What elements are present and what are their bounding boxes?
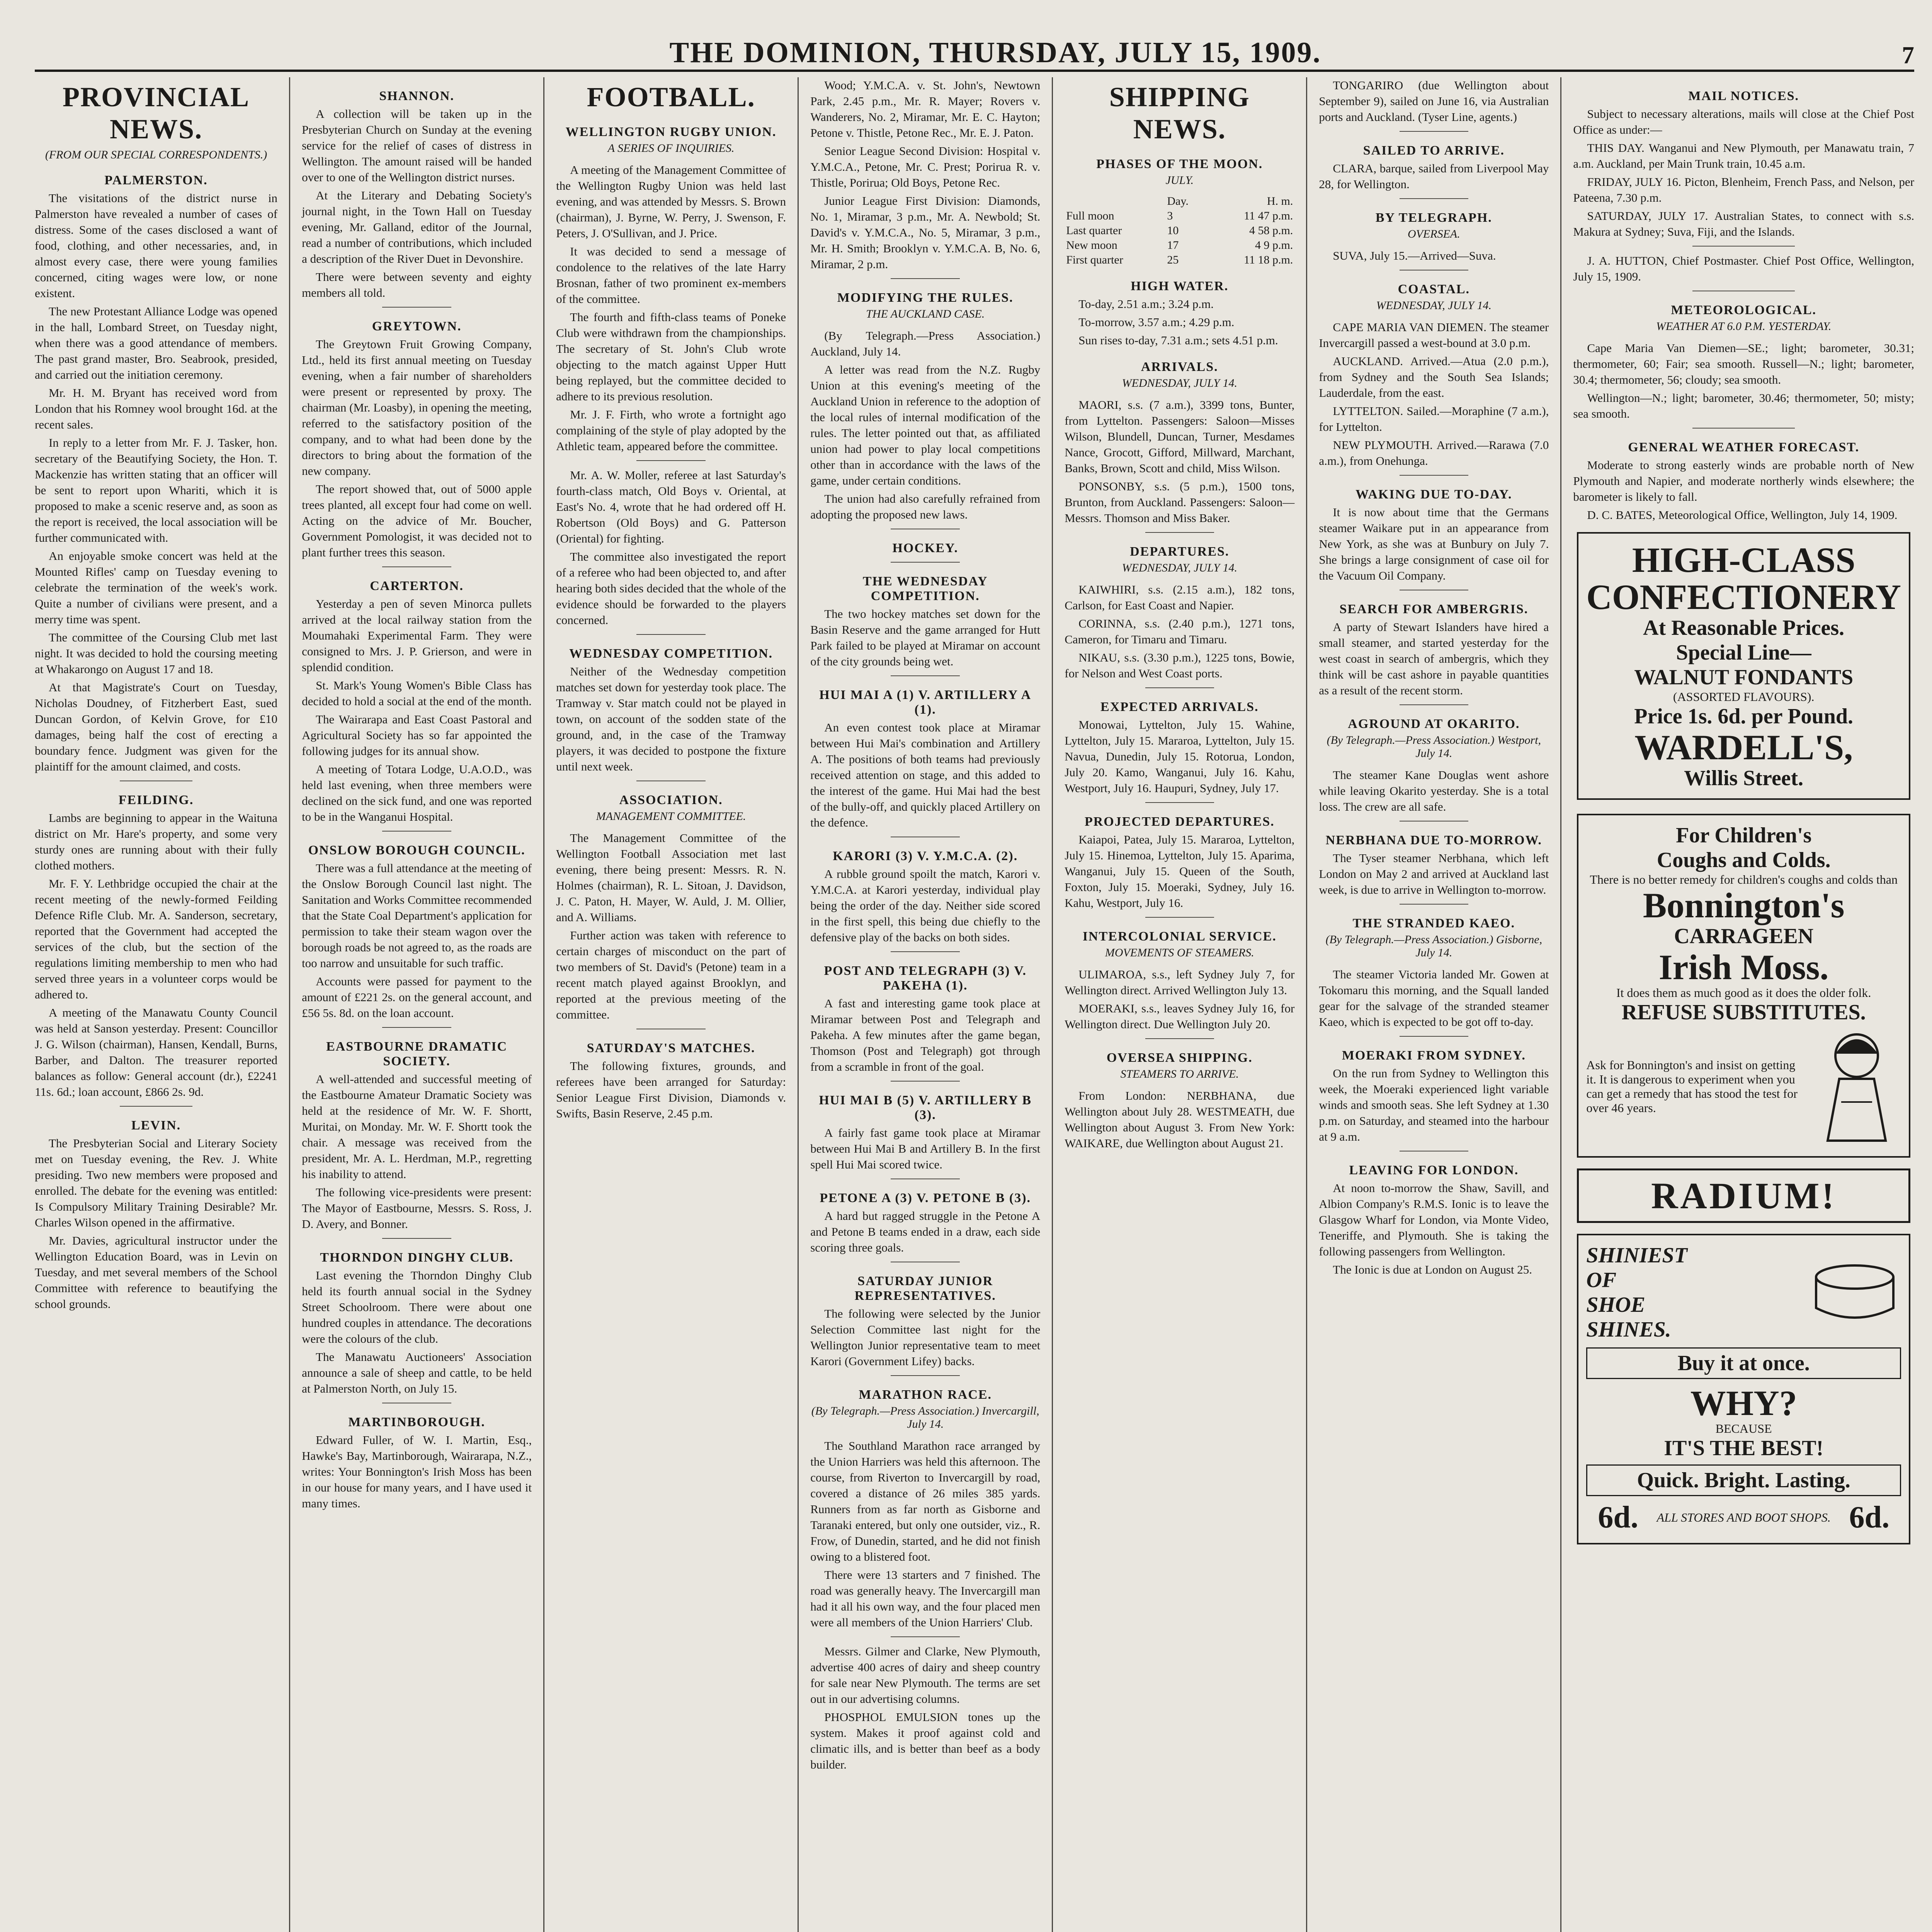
moon-row [1065,238,1294,253]
moon-cell: Last quarter [1066,224,1122,237]
ad-question: WHY? [1690,1383,1797,1423]
article-paragraph: The union had also carefully refrained from adopting the proposed new laws. [810,492,1041,521]
article-paragraph: Accounts were passed for payment to the amount of £221 2s. on the general account, and £56 5s. 8d. on the loan account. [302,975,532,1020]
ad-line: IT'S THE BEST! [1664,1436,1824,1460]
column-notices-and-ads [1560,77,1914,1932]
article-paragraph: The Greytown Fruit Growing Company, Ltd., held its first annual meeting on Tuesday evening, when a fair number of shareholders were present or represented by proxy. The chairman (Mr. Loasby), in opening the meeting, referred to the satisfactory position of the company, and to what had been done by the directors to bring about the formation of the new company. [302,337,532,478]
ad-price-row [1586,1500,1901,1535]
ad-line: There is no better remedy for children's coughs and colds than [1590,872,1898,886]
article-paragraph: There was a full attendance at the meeting of the Onslow Borough Council last night. The Sanitation and Works Committee recommended that the State Coal Department's application for permission to take their steam wagon over the borough roads be not agreed to, as the roads are too narrow and unsuitable for such traffic. [302,861,532,970]
article-paragraph: The committee also investigated the report of a referee who had been objected to, and after hearing both sides decided that the whole of the evidence should be forwarded to the players concerned. [556,550,786,627]
ad-line: SHINIEST [1586,1243,1687,1267]
article-paragraph: Cape Maria Van Diemen—SE.; light; barometer, 30.31; thermometer, 60; Fair; sea smooth. Russell—N.; light; barometer, 30.4; thermometer, 56; cloudy; sea smooth. [1573,341,1914,386]
article-heading: PROJECTED DEPARTURES. [1084,815,1275,829]
article-heading: FEILDING. [118,793,194,807]
article-divider [382,1027,451,1028]
article-subheading: A SERIES OF INQUIRIES. [607,142,735,155]
article-subheading: WEDNESDAY, JULY 14. [1376,299,1492,312]
article-paragraph: Wellington—N.; light; barometer, 30.46; thermometer, 50; misty; sea smooth. [1573,391,1914,420]
article-heading: COASTAL. [1398,282,1470,296]
article-paragraph: A collection will be taken up in the Presbyterian Church on Sunday at the evening service for the relief of cases of distress in Wellington. The amount raised will be handed over to one of the Wellington district nurses. [302,107,532,184]
article-paragraph: The Management Committee of the Wellington Football Association met last evening, there being present: Messrs. R. N. Holmes (chairman), R. L. Sitoan, J. Davidson, J. C. Paton, H. Mayer, W. Auld, J. M. Ollier, and A. Williams. [556,831,786,924]
article-subheading: (By Telegraph.—Press Association.) Gisborne, July 14. [1325,933,1543,959]
article-paragraph: An even contest took place at Miramar between Hui Mai's combination and Artillery A. The positions of both teams had previously received attention on stage, and this added to the interest of the game. Hui Mai had the best of the bully-off, and quickly placed Artillery on the defence. [810,721,1041,829]
moon-cell: 17 [1167,239,1179,252]
article-paragraph: MOERAKI, s.s., leaves Sydney July 16, for Wellington direct. Due Wellington July 20. [1065,1002,1295,1031]
article-heading: HUI MAI A (1) V. ARTILLERY A (1). [819,688,1032,717]
article-paragraph: A hard but ragged struggle in the Petone A and Petone B teams ended in a draw, each side scoring three goals. [810,1209,1041,1254]
article-paragraph: The visitations of the district nurse in Palmerston have revealed a number of cases of distress. Some of the cases disclosed a want of food, clothing, and other necessaries, and, in almost every case, there were young families concerned, citing wages were low, or none existent. [35,191,278,300]
moon-cell: 4 58 p.m. [1249,224,1293,237]
radium-headline: RADIUM! [1577,1168,1910,1223]
article-paragraph: A well-attended and successful meeting of the Eastbourne Amateur Dramatic Society was held at the residence of Mr. W. F. Shortt, Muritai, on Monday. Mr. W. F. Shortt took the chair. A message was received from the president, Mr. A. L. Herdman, M.P., regretting his inability to attend. [302,1072,532,1181]
section-heading: FOOTBALL. [587,82,755,112]
article-divider [636,460,706,461]
article-list [1065,360,1294,1151]
article-divider [120,1106,192,1107]
columns [35,77,1914,1932]
article-paragraph: CAPE MARIA VAN DIEMEN. The steamer Invercargill passed a west-bound at 3.0 p.m. [1319,320,1549,350]
ad-brand: WARDELL'S, [1634,728,1853,767]
ad-line: ALL STORES AND BOOT SHOPS. [1656,1510,1831,1524]
article-paragraph: A party of Stewart Islanders have hired a small steamer, and started yesterday for the west coast in search of ambergris, which they think will be cast ashore in payable quantities as a result of the recent storm. [1319,620,1549,697]
moon-cell: 10 [1167,224,1179,237]
irish-moss-advertisement [1577,814,1910,1158]
article-heading: GENERAL WEATHER FORECAST. [1628,440,1860,454]
article-paragraph: The two hockey matches set down for the Basin Reserve and the game arranged for Hutt Park failed to be played at Miramar on account of the city grounds being wet. [810,607,1041,668]
moon-cell: First quarter [1066,253,1123,266]
article-paragraph: Last evening the Thorndon Dinghy Club held its fourth annual social in the Sydney Street Schoolroom. There were about one hundred couples in attendance. The decorations were the colours of the club. [302,1269,532,1345]
column-district-news [289,77,543,1932]
sun-times: Sun rises to-day, 7.31 a.m.; sets 4.51 p.m. [1078,333,1278,347]
moon-table-header [1065,194,1294,209]
polish-tin-icon [1808,1254,1901,1331]
moon-row [1065,223,1294,238]
ad-line: Special Line— [1676,641,1811,665]
article-heading: OVERSEA SHIPPING. [1106,1051,1253,1065]
article-paragraph: Junior League First Division: Diamonds, No. 1, Miramar, 3 p.m., Mr. A. Newbold; St. David's v. Y.M.C.A., No. 5, Miramar, 3 p.m., Mr. H. Smith; Brooklyn v. Y.M.C.A. B, No. 6, Miramar, 2 p.m. [810,194,1041,271]
article-heading: POST AND TELEGRAPH (3) V. PAKEHA (1). [824,964,1027,993]
article-paragraph: Mr. J. F. Firth, who wrote a fortnight ago complaining of the style of play adopted by the Athletic team, appeared before the committee. [556,408,786,453]
article-paragraph: At noon to-morrow the Shaw, Savill, and Albion Company's R.M.S. Ionic is to leave the Glasgow Wharf for London, via Monte Video, Teneriffe, and Plymouth. She is taking the following passengers from Wellington. [1319,1181,1549,1258]
article-paragraph: NEW PLYMOUTH. Arrived.—Rarawa (7.0 a.m.), from Onehunga. [1319,438,1549,468]
moon-col-header: H. m. [1267,195,1293,207]
ad-line: SHOE [1586,1293,1645,1317]
article-paragraph: There were between seventy and eighty members all told. [302,270,532,299]
article-heading: LEVIN. [131,1118,181,1133]
article-paragraph: Mr. F. Y. Lethbridge occupied the chair at the recent meeting of the newly-formed Feilding Defence Rifle Club. Mr. A. Sanderson, secretary, reported that the Government had accepted the services of the club, but the section of the regulations limiting membership to men who had served three years in a volunteer corps would be adhered to. [35,877,278,1001]
article-heading: EXPECTED ARRIVALS. [1100,700,1259,714]
article-paragraph: Lambs are beginning to appear in the Waituna district on Mr. Hare's property, and some very sturdy ones are running about with their fully clothed mothers. [35,811,278,872]
article-divider [636,634,706,635]
article-paragraph: J. A. HUTTON, Chief Postmaster. Chief Post Office, Wellington, July 15, 1909. [1573,254,1914,283]
shoe-polish-advertisement [1577,1234,1910,1544]
article-paragraph: Mr. H. M. Bryant has received word from London that his Romney wool brought 16d. at the recent sales. [35,386,278,431]
article-paragraph: Neither of the Wednesday competition matches set down for yesterday took place. The Tramway v. Star match could not be played in town, on account of the sodden state of the ground, and, in the case of the Tramway players, it was decided to postpone the fixture until next week. [556,665,786,773]
article-divider [1145,687,1214,688]
article-list [556,125,786,1121]
article-heading: SATURDAY JUNIOR REPRESENTATIVES. [854,1274,996,1303]
article-subheading: MANAGEMENT COMMITTEE. [596,810,746,823]
article-heading: MODIFYING THE RULES. [837,291,1014,305]
article-divider [891,1081,960,1082]
article-paragraph: The Ionic is due at London on August 25. [1333,1263,1532,1276]
article-paragraph: SUVA, July 15.—Arrived—Suva. [1333,249,1496,262]
article-paragraph: The fourth and fifth-class teams of Poneke Club were withdrawn from the championships. The secretary of St. John's Club wrote objecting to the match against Upper Hutt being replayed, but the committee decided to adhere to its previous resolution. [556,310,786,403]
article-heading: AGROUND AT OKARITO. [1348,717,1520,731]
ad-line: Buy it at once. [1586,1347,1901,1379]
article-paragraph: The Manawatu Auctioneers' Association announce a sale of sheep and cattle, to be held at Palmerston North, on July 15. [302,1350,532,1395]
article-paragraph: CLARA, barque, sailed from Liverpool May 28, for Wellington. [1319,162,1549,191]
moon-table [1065,194,1294,267]
article-heading: THE WEDNESDAY COMPETITION. [862,574,988,603]
ad-line: SHINES. [1586,1318,1671,1342]
article-paragraph: An enjoyable smoke concert was held at the Mounted Rifles' camp on Tuesday evening to celebrate the termination of the week's work. Quite a number of civilians were present, and a merry time was spent. [35,549,278,626]
article-divider [1692,246,1795,247]
child-illustration-icon [1812,1025,1901,1148]
article-paragraph: Messrs. Gilmer and Clarke, New Plymouth, advertise 400 acres of dairy and sheep country for sale near New Plymouth. The terms are set out in our advertising columns. [810,1645,1041,1706]
article-subheading: THE AUCKLAND CASE. [866,308,985,320]
article-paragraph: AUCKLAND. Arrived.—Atua (2.0 p.m.), from Sydney and the South Sea Islands; Lauderdale, from the east. [1319,354,1549,400]
article-subheading: (By Telegraph.—Press Association.) Westport, July 14. [1327,734,1541,760]
column-provincial-news [35,77,289,1932]
article-paragraph: Senior League Second Division: Hospital v. Y.M.C.A., Petone, Mr. C. Prest; Porirua R. v. Thistle, Porirua; Old Boys, Petone Rec. [810,144,1041,189]
article-subheading: WEATHER AT 6.0 P.M. YESTERDAY. [1656,320,1832,333]
article-divider [1145,917,1214,918]
moon-cell: 11 47 p.m. [1244,209,1293,222]
ad-line: For Children's [1676,823,1812,847]
article-paragraph: D. C. BATES, Meteorological Office, Wellington, July 14, 1909. [1587,508,1898,522]
article-heading: WEDNESDAY COMPETITION. [569,646,773,661]
article-list [810,77,1040,1772]
article-heading: WAKING DUE TO-DAY. [1355,487,1512,502]
ad-price: Price 1s. 6d. per Pound. [1634,704,1854,728]
article-paragraph: CORINNA, s.s. (2.40 p.m.), 1271 tons, Cameron, for Timaru and Timaru. [1065,617,1295,646]
article-divider [891,675,960,676]
moon-col-header: Day. [1167,195,1189,207]
moon-cell: Full moon [1066,209,1114,222]
article-paragraph: The Wairarapa and East Coast Pastoral and Agricultural Society has so far appointed the following judges for its annual show. [302,713,532,758]
column-football [543,77,798,1932]
article-paragraph: TONGARIRO (due Wellington about September 9), sailed on June 16, via Australian ports and Auckland. (Tyser Line, agents.) [1319,78,1549,124]
article-divider [1400,198,1469,199]
article-heading: THE STRANDED KAEO. [1352,916,1515,930]
article-paragraph: Wood; Y.M.C.A. v. St. John's, Newtown Park, 2.45 p.m., Mr. R. Mayer; Rovers v. Wanderers, No. 2, Miramar, Mr. E. C. Hayton; Petone v. Thistle, Petone Rec., Mr. E. J. Paton. [810,78,1041,139]
article-paragraph: The steamer Victoria landed Mr. Gowen at Tokomaru this morning, and the Squall landed gear for the salvage of the stranded steamer Kaeo, which is expected to be got off to-day. [1319,968,1549,1029]
column-shipping-news [1052,77,1306,1932]
high-water-line: To-day, 2.51 a.m.; 3.24 p.m. [1078,297,1214,311]
moon-cell: 3 [1167,209,1173,222]
moon-cell: 25 [1167,253,1179,266]
ad-product: Irish Moss. [1658,947,1829,987]
article-heading: HUI MAI B (5) V. ARTILLERY B (3). [819,1093,1032,1122]
article-paragraph: Kaiapoi, Patea, July 15. Mararoa, Lyttelton, July 15. Hinemoa, Lyttelton, July 15. Aparima, Wanganui, July 15. Queen of the South, Foxton, July 15. Moeraki, Sydney, July 16. Kahu, Westport, July 16. [1065,833,1295,910]
article-paragraph: KAIWHIRI, s.s. (2.15 a.m.), 182 tons, Carlson, for East Coast and Napier. [1065,583,1295,612]
article-heading: GREYTOWN. [372,319,462,333]
article-paragraph: The following fixtures, grounds, and referees have been arranged for Saturday: Senior League First Division, Diamonds v. Swifts, Basin Reserve, 2.45 p.m. [556,1059,786,1120]
article-paragraph: The steamer Kane Douglas went ashore while leaving Okarito yesterday. She is a total loss. The crew are all safe. [1319,768,1549,813]
article-paragraph: A meeting of the Manawatu County Council was held at Sanson yesterday. Present: Councillor J. G. Wilson (chairman), Hansen, Kendall, Burns, Barber, and Dalton. The treasurer reported balances as follow: General account (dr.), £2241 11s. 6d.; loan account, £866 2s. 9d. [35,1006,278,1099]
article-paragraph: (By Telegraph.—Press Association.) Auckland, July 14. [810,329,1041,358]
article-divider [1400,131,1469,132]
article-heading: HOCKEY. [892,541,958,555]
article-heading: SHANNON. [379,89,454,103]
section-subheading: (FROM OUR SPECIAL CORRESPONDENTS.) [45,148,267,161]
article-paragraph: Subject to necessary alterations, mails will close at the Chief Post Office as under:— [1573,107,1914,136]
article-paragraph: THIS DAY. Wanganui and New Plymouth, per Manawatu train, 7 a.m. Auckland, per Main Trunk train, 10.45 a.m. [1573,141,1914,170]
article-paragraph: Mr. Davies, agricultural instructor under the Wellington Education Board, was in Levin on Tuesday, and met several members of the School Committee with reference to beautifying the school grounds. [35,1234,278,1311]
high-water-line: To-morrow, 3.57 a.m.; 4.29 p.m. [1078,315,1235,329]
article-divider [382,1238,451,1239]
article-divider [1400,704,1469,705]
article-paragraph: The committee of the Coursing Club met last night. It was decided to hold the coursing meeting at Whakarongo on August 17 and 18. [35,631,278,676]
article-paragraph: The Tyser steamer Nerbhana, which left London on May 2 and arrived at Auckland last week, is due to arrive in Wellington to-morrow. [1319,851,1549,896]
page-number: 7 [1901,41,1914,69]
article-heading: MAIL NOTICES. [1688,89,1799,103]
ad-line: OF [1586,1268,1617,1292]
article-heading: PETONE A (3) V. PETONE B (3). [820,1191,1031,1205]
article-heading: MARATHON RACE. [859,1388,992,1402]
article-paragraph: The report showed that, out of 5000 apple trees planted, all except four had come on well. Acting on the advice of Mr. Boucher, Government Pomologist, it was decided not to plant further trees this season. [302,482,532,559]
article-paragraph: On the run from Sydney to Wellington this week, the Moeraki experienced light variable winds and smooth seas. She left Sydney at 1.30 p.m. on Saturday, and steamed into the harbour at 9 a.m. [1319,1066,1549,1143]
section-heading: SHIPPING NEWS. [1109,82,1250,145]
article-divider [1145,802,1214,803]
article-paragraph: At that Magistrate's Court on Tuesday, Nicholas Doudney, of Fitzherbert East, sued Duncan Gordon, of Kelvin Grove, for £10 damages, being half the cost of erecting a boundary fence. Judgment was given for the plaintiff for the amount claimed, and costs. [35,680,278,773]
ad-line: It does them as much good as it does the older folk. [1616,986,1871,1000]
article-paragraph: A meeting of the Management Committee of the Wellington Rugby Union was held last evening, and was attended by Messrs. S. Brown (chairman), J. Byrne, W. Perry, J. Swenson, F. Peters, J. O'Sullivan, and J. Price. [556,163,786,240]
article-heading: ASSOCIATION. [619,793,723,807]
high-water-heading: HIGH WATER. [1131,279,1229,293]
article-paragraph: The following were selected by the Junior Selection Committee last night for the Wellington Junior representative team to meet Karori (Government Lifey) backs. [810,1307,1041,1368]
article-divider [1400,1036,1469,1037]
moon-cell: New moon [1066,239,1117,252]
article-divider [1692,428,1795,429]
article-heading: KARORI (3) V. Y.M.C.A. (2). [833,849,1018,863]
ad-line: (ASSORTED FLAVOURS). [1673,690,1815,704]
article-subheading: (By Telegraph.—Press Association.) Invercargill, July 14. [811,1405,1039,1430]
ad-line: Coughs and Colds. [1656,848,1831,872]
article-paragraph: PONSONBY, s.s. (5 p.m.), 1500 tons, Brunton, from Auckland. Passengers: Saloon—Messrs. Thomson and Miss Baker. [1065,480,1295,525]
article-heading: SAILED TO ARRIVE. [1363,143,1505,158]
article-paragraph: LYTTELTON. Sailed.—Moraphine (7 a.m.), for Lyttelton. [1319,404,1549,434]
article-heading: INTERCOLONIAL SERVICE. [1082,929,1277,944]
article-heading: LEAVING FOR LONDON. [1349,1163,1519,1177]
article-subheading: WEDNESDAY, JULY 14. [1122,377,1237,389]
article-paragraph: PHOSPHOL EMULSION tones up the system. Makes it proof against cold and climatic ills, and is better than beef as a body builder. [810,1710,1041,1771]
moon-heading: PHASES OF THE MOON. [1096,157,1263,171]
article-paragraph: NIKAU, s.s. (3.30 p.m.), 1225 tons, Bowie, for Nelson and West Coast ports. [1065,651,1295,680]
article-divider [891,278,960,279]
article-list [302,89,532,1511]
article-subheading: STEAMERS TO ARRIVE. [1120,1068,1239,1080]
moon-col-header [1065,194,1165,209]
article-heading: SEARCH FOR AMBERGRIS. [1339,602,1529,616]
ad-line: REFUSE SUBSTITUTES. [1621,1000,1866,1024]
ad-line: At Reasonable Prices. [1643,616,1845,640]
article-paragraph: Further action was taken with reference to certain charges of misconduct on the part of two members of St. David's (Petone) team in a recent match played against Brooklyn, and reported at the previous meeting of the committee. [556,929,786,1021]
ad-headline: CONFECTIONERY [1586,577,1901,617]
article-heading: PALMERSTON. [104,173,208,187]
ad-line: Quick. Bright. Lasting. [1586,1464,1901,1496]
article-paragraph: There were 13 starters and 7 finished. The road was generally heavy. The Invercargill man had it all his own way, and the four placed men were all members of the Union Harriers' Club. [810,1568,1041,1629]
article-paragraph: At the Literary and Debating Society's journal night, in the Town Hall on Tuesday evening, Mr. Galland, editor of the Journal, read a number of contributions, which included a description of the River Duet in Devonshire. [302,189,532,265]
article-heading: ARRIVALS. [1141,360,1218,374]
article-paragraph: Moderate to strong easterly winds are probable north of New Plymouth and Napier, and moderate northerly winds elsewhere; the barometer is likely to fall. [1573,458,1914,503]
article-paragraph: MAORI, s.s. (7 a.m.), 3399 tons, Bunter, from Lyttelton. Passengers: Saloon—Misses Wilson, Blundell, Duncan, Turner, Mesdames Nance, Grocott, Gifford, Millward, Marchant, Banks, Brown, Scott and child, Miss Wilson. [1065,398,1295,475]
article-paragraph: A rubble ground spoilt the match, Karori v. Y.M.C.A. at Karori yesterday, individual play being the order of the day. Neither side scored in the first spell, this being due chiefly to the defensive play of the backs on both sides. [810,867,1041,944]
ad-price: 6d. [1598,1500,1638,1534]
moon-row [1065,253,1294,267]
article-paragraph: It is now about time that the Germans steamer Waikare put in an appearance from New York, as she was at Bunbury on July 7. She brings a large consignment of case oil for the Vacuum Oil Company. [1319,505,1549,582]
article-list [35,173,277,1312]
article-subheading: MOVEMENTS OF STEAMERS. [1105,946,1254,959]
column-sport [798,77,1052,1932]
article-paragraph: The following vice-presidents were present: The Mayor of Eastbourne, Messrs. S. Ross, J. D. Avery, and Bonner. [302,1185,532,1231]
article-list [1573,77,1914,525]
ad-line: CARRAGEEN [1674,924,1814,948]
masthead [35,27,1914,72]
article-subheading: OVERSEA. [1407,228,1460,240]
ad-line: Ask for Bonnington's and insist on getting it. It is dangerous to experiment when you can get a remedy that has stood the test for over 46 years. [1586,1058,1798,1115]
article-divider [1400,904,1469,905]
section-heading: PROVINCIAL NEWS. [63,82,250,145]
ad-headline: HIGH-CLASS [1632,540,1855,580]
article-paragraph: The Southland Marathon race arranged by the Union Harriers was held this afternoon. The course, from Riverton to Invercargill by road, covered a distance of 26 miles 385 yards. Runners from as far north as Gisborne and Taranaki entered, but only one outsider, viz., R. Frow, of Dunedin, started, and he did not finish owing to a blistered foot. [810,1439,1041,1563]
article-paragraph: A fast and interesting game took place at Miramar between Post and Telegraph and Pakeha. A few minutes after the game began, Thomson (Post and Telegraph) got through from a scramble in front of the goal. [810,997,1041,1073]
moon-cell: 11 18 p.m. [1244,253,1293,266]
article-paragraph: Yesterday a pen of seven Minorca pullets arrived at the local railway station from the Moumahaki Experimental Farm. They were consigned to Mrs. J. P. Grierson, and were in splendid condition. [302,597,532,674]
article-paragraph: From London: NERBHANA, due Wellington about July 28. WESTMEATH, due Wellington about August 3. From New York: WAIKARE, due Wellington about August 21. [1065,1089,1295,1150]
column-shipping-continued [1306,77,1560,1932]
ad-brand: Bonnington's [1643,886,1845,925]
article-heading: DEPARTURES. [1130,544,1230,559]
article-paragraph: St. Mark's Young Women's Bible Class has decided to hold a social at the end of the month. [302,679,532,708]
article-divider [891,951,960,952]
article-paragraph: Mr. A. W. Moller, referee at last Saturday's fourth-class match, Old Boys v. Oriental, at East's No. 4, wrote that he had ordered off H. Robertson (Old Boys) and G. Patterson (Oriental) for fighting. [556,468,786,545]
article-divider [382,831,451,832]
article-heading: MARTINBOROUGH. [348,1415,485,1429]
article-heading: THORNDON DINGHY CLUB. [320,1250,514,1265]
article-divider [891,1375,960,1376]
article-heading: NERBHANA DUE TO-MORROW. [1325,833,1542,847]
article-heading: CARTERTON. [370,579,464,593]
ad-line: WALNUT FONDANTS [1634,665,1854,689]
article-paragraph: SATURDAY, JULY 17. Australian States, to connect with s.s. Makura at Sydney; Suva, Fiji, and the Islands. [1573,209,1914,238]
article-subheading: WEDNESDAY, JULY 14. [1122,561,1237,574]
article-heading: SATURDAY'S MATCHES. [587,1041,755,1055]
article-paragraph: The new Protestant Alliance Lodge was opened in the hall, Lombard Street, on Tuesday night, when there was a good attendance of members. The past grand master, Bro. Seabrook, presided, and carried out the initiation ceremony. [35,304,278,381]
article-heading: METEOROLOGICAL. [1671,303,1817,317]
masthead-title: THE DOMINION, THURSDAY, JULY 15, 1909. [669,36,1321,69]
article-paragraph: ULIMAROA, s.s., left Sydney July 7, for Wellington direct. Arrived Wellington July 13. [1065,968,1295,997]
article-divider [382,566,451,567]
article-divider [891,562,960,563]
article-paragraph: It was decided to send a message of condolence to the relatives of the late Harry Brosnan, father of two prominent ex-members of the committee. [556,245,786,306]
article-paragraph: Monowai, Lyttelton, July 15. Wahine, Lyttelton, July 15. Mararoa, Lyttelton, July 15. Navua, Dunedin, July 15. Rotorua, London, July 20. Kamo, Wanganui, July 16. Kahu, Westport, July 16. Haupuri, Sydney, July 17. [1065,718,1295,795]
article-divider [1145,532,1214,533]
article-paragraph: The Presbyterian Social and Literary Society met on Tuesday evening, the Rev. J. White presiding. Two new members were proposed and enrolled. The debate for the evening was entitled: Is Compulsory Military Training Desirable? Mr. Charles Wilson opened in the affirmative. [35,1136,278,1229]
moon-row [1065,209,1294,223]
article-heading: MOERAKI FROM SYDNEY. [1342,1048,1526,1063]
article-paragraph: A meeting of Totara Lodge, U.A.O.D., was held last evening, when three members were declined on the sick fund, and one was reported to be in the Wanganui Hospital. [302,762,532,823]
ad-price: 6d. [1849,1500,1889,1534]
article-heading: ONSLOW BOROUGH COUNCIL. [308,843,526,857]
ad-line: BECAUSE [1715,1422,1772,1435]
article-paragraph: FRIDAY, JULY 16. Picton, Blenheim, French Pass, and Nelson, per Pateena, 7.30 p.m. [1573,175,1914,204]
confectionery-advertisement [1577,532,1910,800]
article-list [1319,77,1549,1277]
article-paragraph: A letter was read from the N.Z. Rugby Union at this evening's meeting of the Auckland Union in reference to the adoption of the local rules of internal modification of the rules. The letter pointed out that, as affiliated union had power to play local competitions other than in accordance with the laws of the game, under certain conditions. [810,363,1041,487]
article-paragraph: Edward Fuller, of W. I. Martin, Esq., Hawke's Bay, Martinborough, Wairarapa, N.Z., writes: Your Bonnington's Irish Moss has been in our house for many years, and I have used it many times. [302,1433,532,1510]
article-heading: WELLINGTON RUGBY UNION. [565,125,777,139]
moon-month: JULY. [1165,174,1194,187]
article-divider [382,307,451,308]
article-divider [891,1636,960,1637]
article-heading: BY TELEGRAPH. [1375,211,1492,225]
article-divider [1145,1038,1214,1039]
moon-cell: 4 9 p.m. [1255,239,1293,252]
ad-address: Willis Street. [1684,766,1804,790]
article-heading: EASTBOURNE DRAMATIC SOCIETY. [326,1039,508,1068]
article-divider [1400,475,1469,476]
article-paragraph: In reply to a letter from Mr. F. J. Tasker, hon. secretary of the Beautifying Society, the Hon. T. Mackenzie has written stating that an officer will be sent to report upon Whariti, which it is proposed to make a scenic reserve and, as soon as the report is received, the local association will be further communicated with. [35,436,278,544]
article-paragraph: A fairly fast game took place at Miramar between Hui Mai B and Artillery B. In the first spell Hui Mai scored twice. [810,1126,1041,1171]
